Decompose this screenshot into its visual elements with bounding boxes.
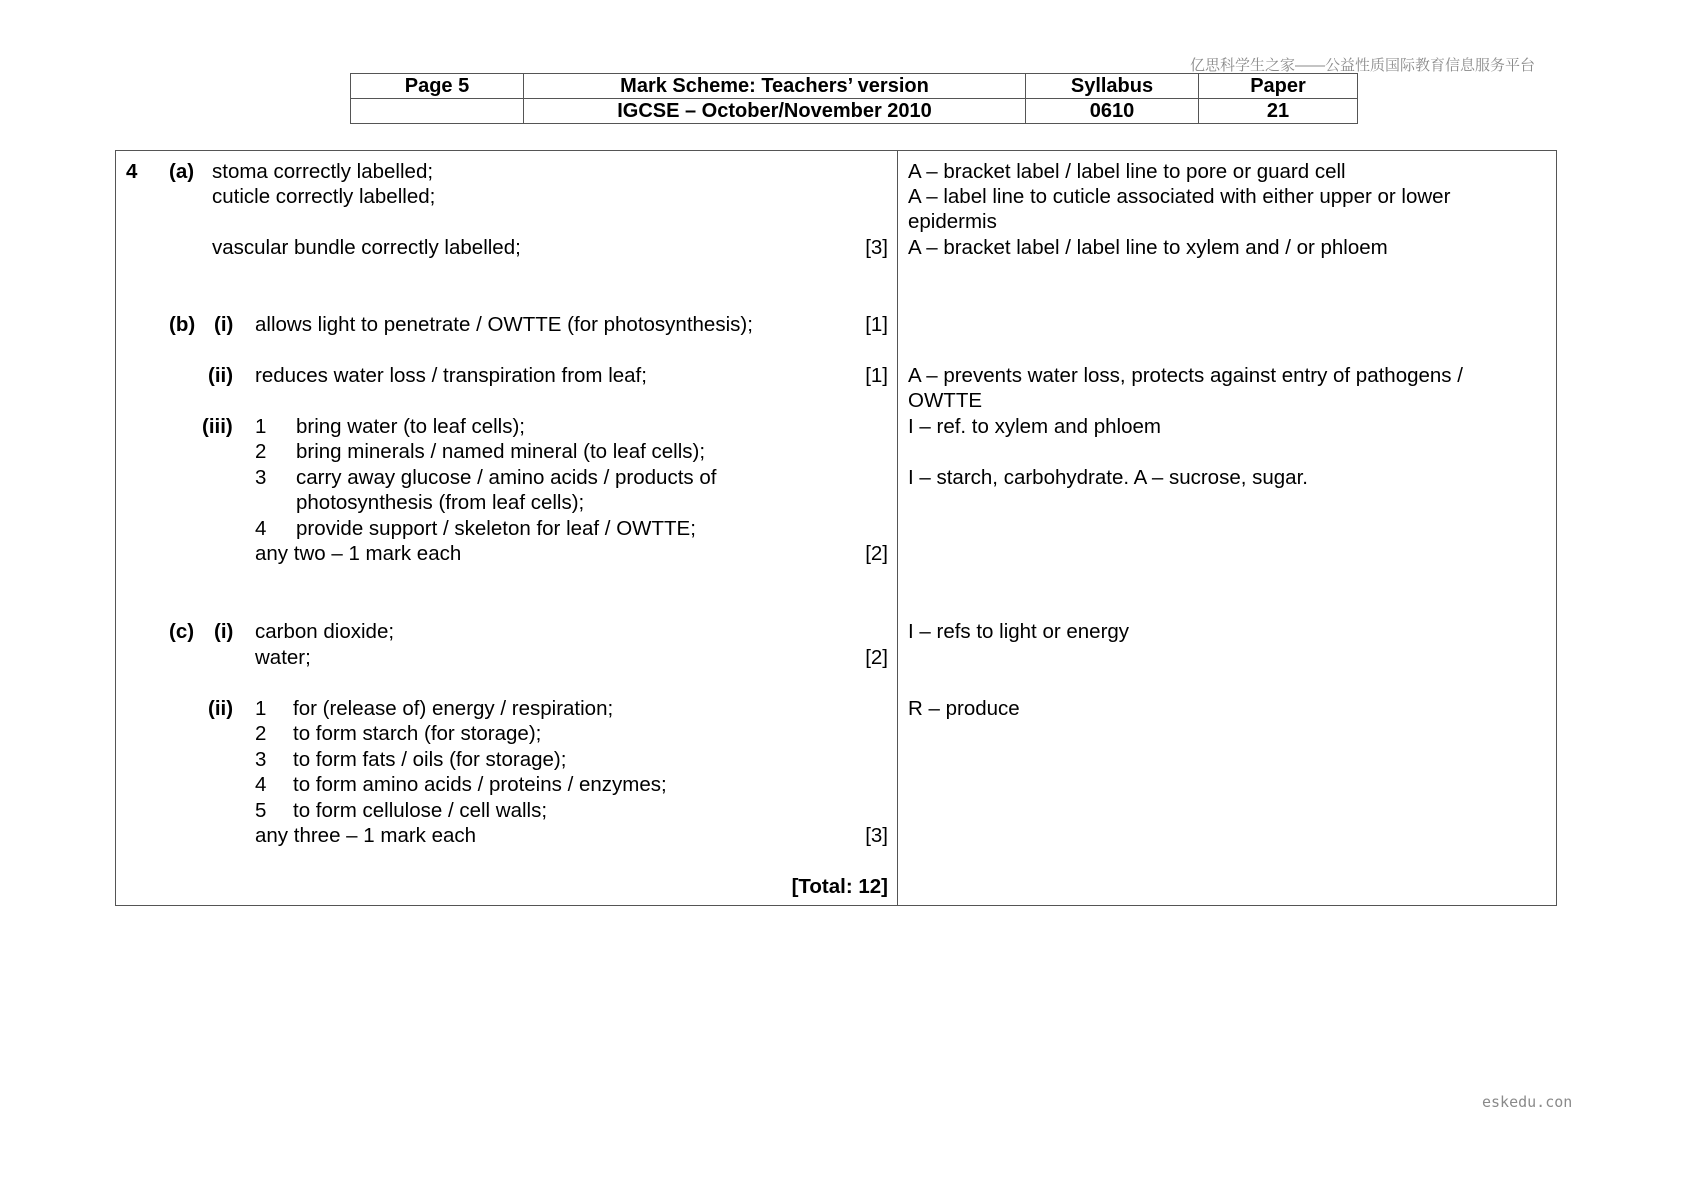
part-b-iii-marks: [2] (865, 542, 888, 565)
list-item-number: 2 (255, 722, 267, 745)
list-item-number: 4 (255, 773, 267, 796)
watermark-bottom: eskedu.con (1482, 1093, 1573, 1111)
part-a-note: A – bracket label / label line to pore or guard cell (908, 160, 1346, 183)
part-a-note: A – bracket label / label line to xylem and / or phloem (908, 236, 1388, 259)
part-c-i-label: (i) (214, 620, 234, 643)
list-item: bring water (to leaf cells); (296, 415, 526, 438)
part-a-line: vascular bundle correctly labelled; (212, 236, 521, 259)
part-c-ii-label: (ii) (208, 697, 234, 720)
list-item: to form amino acids / proteins / enzymes; (293, 773, 667, 796)
watermark-top: 亿思科学生之家——公益性质国际教育信息服务平台 (1190, 57, 1536, 74)
part-c-i-marks: [2] (865, 646, 888, 669)
list-item-number: 1 (255, 697, 267, 720)
header-syllabus-label: Syllabus (1026, 74, 1199, 99)
list-item: carry away glucose / amino acids / products of (296, 466, 717, 489)
list-item: to form fats / oils (for storage); (293, 748, 567, 771)
column-divider (897, 150, 898, 906)
part-c-ii-marks: [3] (865, 824, 888, 847)
list-item: provide support / skeleton for leaf / OWTTE; (296, 517, 696, 540)
header-page: Page 5 (351, 74, 524, 99)
part-b-ii-note: A – prevents water loss, protects against entry of pathogens / (908, 364, 1463, 387)
header-table (350, 73, 1358, 124)
list-item: photosynthesis (from leaf cells); (296, 491, 585, 514)
list-item-number: 1 (255, 415, 267, 438)
list-item: to form cellulose / cell walls; (293, 799, 548, 822)
part-b-iii-note: I – starch, carbohydrate. A – sucrose, sugar. (908, 466, 1308, 489)
part-c-label: (c) (169, 620, 195, 643)
list-item-number: 4 (255, 517, 267, 540)
part-a-note: epidermis (908, 210, 997, 233)
part-a-marks: [3] (865, 236, 888, 259)
part-c-i-line: water; (255, 646, 311, 669)
header-paper-label: Paper (1199, 74, 1358, 99)
part-b-iii-summary: any two – 1 mark each (255, 542, 462, 565)
part-b-i-label: (i) (214, 313, 234, 336)
list-item-number: 5 (255, 799, 267, 822)
header-paper-value: 21 (1199, 99, 1358, 124)
part-b-ii-note: OWTTE (908, 389, 983, 412)
list-item-number: 3 (255, 466, 267, 489)
list-item-number: 3 (255, 748, 267, 771)
part-b-label: (b) (169, 313, 196, 336)
list-item: for (release of) energy / respiration; (293, 697, 614, 720)
part-b-ii-marks: [1] (865, 364, 888, 387)
part-b-ii-text: reduces water loss / transpiration from leaf; (255, 364, 647, 387)
part-a-line: stoma correctly labelled; (212, 160, 434, 183)
part-a-line: cuticle correctly labelled; (212, 185, 436, 208)
part-b-i-marks: [1] (865, 313, 888, 336)
part-c-ii-summary: any three – 1 mark each (255, 824, 477, 847)
question-number: 4 (126, 160, 138, 183)
list-item: bring minerals / named mineral (to leaf cells); (296, 440, 706, 463)
part-b-iii-label: (iii) (202, 415, 233, 438)
part-b-iii-note: I – ref. to xylem and phloem (908, 415, 1161, 438)
part-c-ii-note: R – produce (908, 697, 1020, 720)
list-item: to form starch (for storage); (293, 722, 542, 745)
part-a-note: A – label line to cuticle associated with either upper or lower (908, 185, 1451, 208)
header-syllabus-value: 0610 (1026, 99, 1199, 124)
header-title-line1: Mark Scheme: Teachers’ version (524, 74, 1026, 99)
part-c-i-note: I – refs to light or energy (908, 620, 1130, 643)
total-marks: [Total: 12] (791, 875, 888, 898)
header-empty-cell (351, 99, 524, 124)
part-c-i-line: carbon dioxide; (255, 620, 395, 643)
header-title-line2: IGCSE – October/November 2010 (524, 99, 1026, 124)
part-b-ii-label: (ii) (208, 364, 234, 387)
list-item-number: 2 (255, 440, 267, 463)
part-b-i-text: allows light to penetrate / OWTTE (for photosynthesis); (255, 313, 753, 336)
part-a-label: (a) (169, 160, 195, 183)
